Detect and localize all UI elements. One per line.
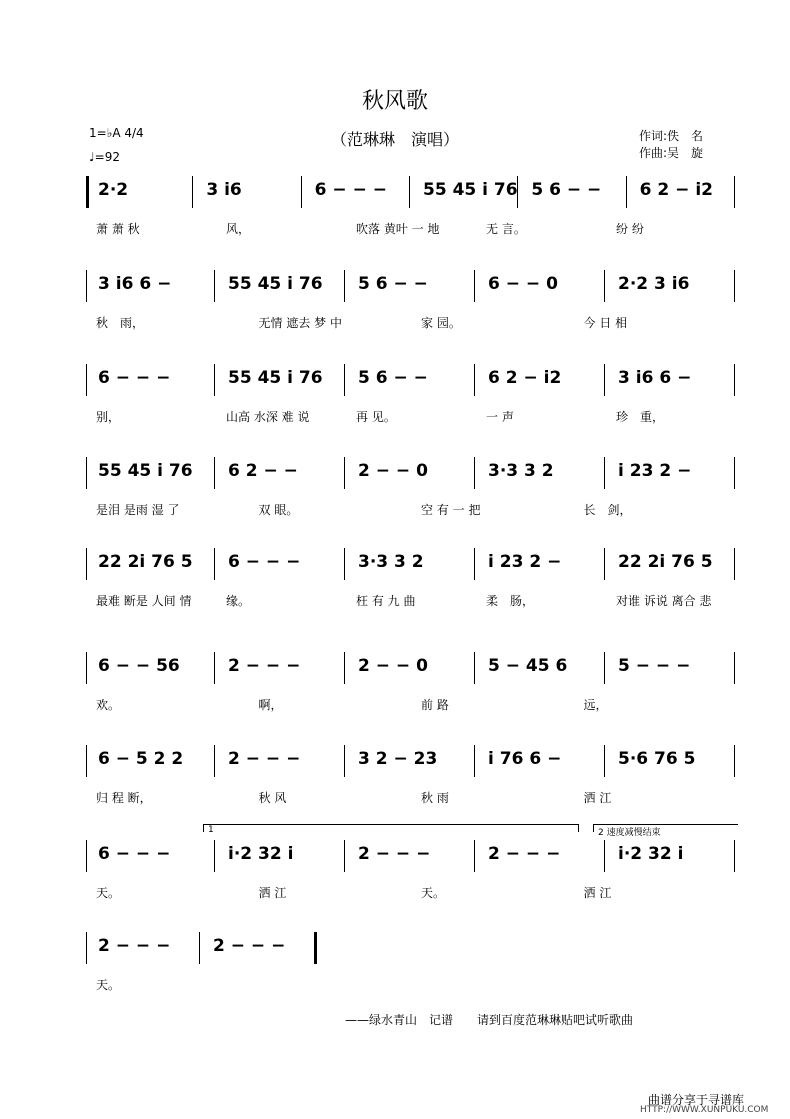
measure: 5 6 − − — [358, 368, 428, 388]
barline — [301, 176, 302, 208]
lyric-line: 萧 萧 秋 — [96, 222, 140, 236]
lyric-line: 柔 肠， — [486, 594, 535, 608]
lyric-line: 无情 遮去 梦 中 — [258, 316, 342, 330]
barline — [199, 932, 200, 964]
measure: 6 − − − — [98, 844, 171, 864]
barline — [214, 364, 215, 396]
lyric-line: 长 剑， — [583, 503, 632, 517]
barline — [86, 840, 87, 872]
measure: i 23 2 − — [488, 552, 562, 572]
lyric-line: 枉 有 九 曲 — [356, 594, 416, 608]
barline — [734, 840, 735, 872]
lyric-line: 洒 江 — [583, 886, 612, 900]
barline — [626, 176, 627, 208]
barline — [314, 932, 317, 964]
measure: 3·3 3 2 — [488, 461, 554, 481]
lyric-line: 双 眼。 — [258, 503, 299, 517]
barline — [734, 745, 735, 777]
composer: 作曲:吴 旋 — [639, 146, 704, 160]
measure: 6 − − 56 — [98, 656, 180, 676]
barline — [86, 548, 87, 580]
barline — [214, 457, 215, 489]
lyric-line: 前 路 — [421, 698, 449, 712]
lyric-line: 吹落 黄叶 一 地 — [356, 222, 440, 236]
lyric-line: 天。 — [96, 886, 121, 900]
measure: i 76 6 − — [488, 749, 562, 769]
lyric-line: 对谁 诉说 离合 悲 — [616, 594, 712, 608]
barline — [86, 270, 87, 302]
barline — [734, 652, 735, 684]
measure: 55 45 i 76 — [228, 368, 323, 388]
measure: i·2 32 i — [228, 844, 294, 864]
site-name: 曲谱分享于寻谱库 — [648, 1093, 745, 1107]
barline — [86, 932, 87, 964]
barline — [86, 652, 87, 684]
volta-2: 2 速度减慢结束 — [593, 824, 738, 832]
measure: 6 − − − — [228, 552, 301, 572]
lyric-line: 最难 断是 人间 情 — [96, 594, 192, 608]
measure: 6 − − − — [314, 180, 387, 200]
lyric-line: 空 有 一 把 — [421, 503, 481, 517]
barline — [474, 364, 475, 396]
barline — [604, 652, 605, 684]
barline — [517, 176, 518, 208]
barline — [344, 745, 345, 777]
lyric-line: 天。 — [421, 886, 446, 900]
song-title: 秋风歌 — [361, 89, 428, 114]
barline — [474, 457, 475, 489]
tempo-marking: ♩=92 — [89, 150, 120, 164]
measure: 3 i6 6 − — [98, 274, 172, 294]
lyric-line: 风， — [226, 222, 251, 236]
lyricist: 作词:佚 名 — [639, 129, 704, 143]
measure: 5 − 45 6 — [488, 656, 568, 676]
barline — [604, 745, 605, 777]
lyric-line: 再 见。 — [356, 410, 396, 424]
barline — [214, 652, 215, 684]
measure: i 23 2 − — [618, 461, 692, 481]
song-subtitle: （范琳琳 演唱） — [330, 130, 459, 149]
barline — [734, 176, 735, 208]
barline — [86, 457, 87, 489]
barline — [734, 364, 735, 396]
barline — [344, 840, 345, 872]
measure: 2 − − − — [488, 844, 561, 864]
measure: 2·2 3 i6 — [618, 274, 690, 294]
measure: 2 − − − — [228, 656, 301, 676]
lyric-line: 洒 江 — [258, 886, 287, 900]
barline — [474, 745, 475, 777]
barline — [214, 745, 215, 777]
measure: 6 2 − i2 — [488, 368, 562, 388]
measure: 2 − − − — [228, 749, 301, 769]
measure: 55 45 i 76 — [228, 274, 323, 294]
measure: 3 2 − 23 — [358, 749, 438, 769]
barline — [604, 840, 605, 872]
barline — [214, 270, 215, 302]
lyric-line: 无 言。 — [486, 222, 526, 236]
lyric-line: 别， — [96, 410, 121, 424]
measure: 6 − − 0 — [488, 274, 558, 294]
barline — [344, 270, 345, 302]
barline — [86, 364, 87, 396]
measure: i·2 32 i — [618, 844, 684, 864]
key-signature: 1=♭A 4/4 — [89, 126, 144, 140]
lyric-line: 缘。 — [226, 594, 251, 608]
barline — [474, 270, 475, 302]
lyric-line: 秋 雨， — [96, 316, 145, 330]
barline — [214, 548, 215, 580]
barline — [734, 457, 735, 489]
lyric-line: 山高 水深 难 说 — [226, 410, 310, 424]
barline — [86, 176, 89, 208]
measure: 2·2 — [98, 180, 129, 200]
lyric-line: 家 园。 — [421, 316, 461, 330]
barline — [474, 652, 475, 684]
barline — [604, 457, 605, 489]
measure: 5 6 − − — [358, 274, 428, 294]
measure: 2 − − − — [358, 844, 431, 864]
barline — [474, 840, 475, 872]
lyric-line: 纷 纷 — [616, 222, 644, 236]
lyric-line: 秋 雨 — [421, 791, 449, 805]
measure: 3·3 3 2 — [358, 552, 424, 572]
measure: 3 i6 6 − — [618, 368, 692, 388]
measure: 2 − − − — [213, 936, 286, 956]
barline — [86, 745, 87, 777]
measure: 6 − − − — [98, 368, 171, 388]
measure: 3 i6 — [206, 180, 242, 200]
lyric-line: 秋 风 — [258, 791, 287, 805]
lyric-line: 珍 重， — [616, 410, 665, 424]
measure: 55 45 i 76 — [98, 461, 193, 481]
measure: 6 2 − − — [228, 461, 298, 481]
measure: 2 − − − — [98, 936, 171, 956]
barline — [474, 548, 475, 580]
measure: 6 − 5 2 2 — [98, 749, 184, 769]
lyric-line: 天。 — [96, 978, 121, 992]
measure: 22 2i 76 5 — [618, 552, 713, 572]
volta-1: 1 — [203, 824, 579, 832]
barline — [734, 270, 735, 302]
barline — [409, 176, 410, 208]
site-url: HTTP://WWW.XUNPUKU.COM — [640, 1105, 769, 1115]
barline — [192, 176, 193, 208]
lyric-line: 是泪 是雨 湿 了 — [96, 503, 180, 517]
lyric-line: 归 程 断， — [96, 791, 152, 805]
measure: 2 − − 0 — [358, 656, 428, 676]
measure: 2 − − 0 — [358, 461, 428, 481]
footer-note: ——绿水青山 记谱 请到百度范琳琳贴吧试听歌曲 — [345, 1013, 634, 1027]
lyric-line: 一 声 — [486, 410, 514, 424]
barline — [604, 364, 605, 396]
lyric-line: 今 日 相 — [583, 316, 628, 330]
lyric-line: 欢。 — [96, 698, 121, 712]
lyric-line: 啊， — [258, 698, 283, 712]
barline — [344, 457, 345, 489]
barline — [604, 548, 605, 580]
measure: 5 − − − — [618, 656, 691, 676]
barline — [214, 840, 215, 872]
measure: 6 2 − i2 — [639, 180, 713, 200]
barline — [344, 548, 345, 580]
lyric-line: 洒 江 — [583, 791, 612, 805]
barline — [604, 270, 605, 302]
lyric-line: 远， — [583, 698, 608, 712]
barline — [344, 364, 345, 396]
measure: 22 2i 76 5 — [98, 552, 193, 572]
measure: 55 45 i 76 — [423, 180, 518, 200]
measure: 5·6 76 5 — [618, 749, 696, 769]
barline — [734, 548, 735, 580]
barline — [344, 652, 345, 684]
measure: 5 6 − − — [531, 180, 602, 200]
